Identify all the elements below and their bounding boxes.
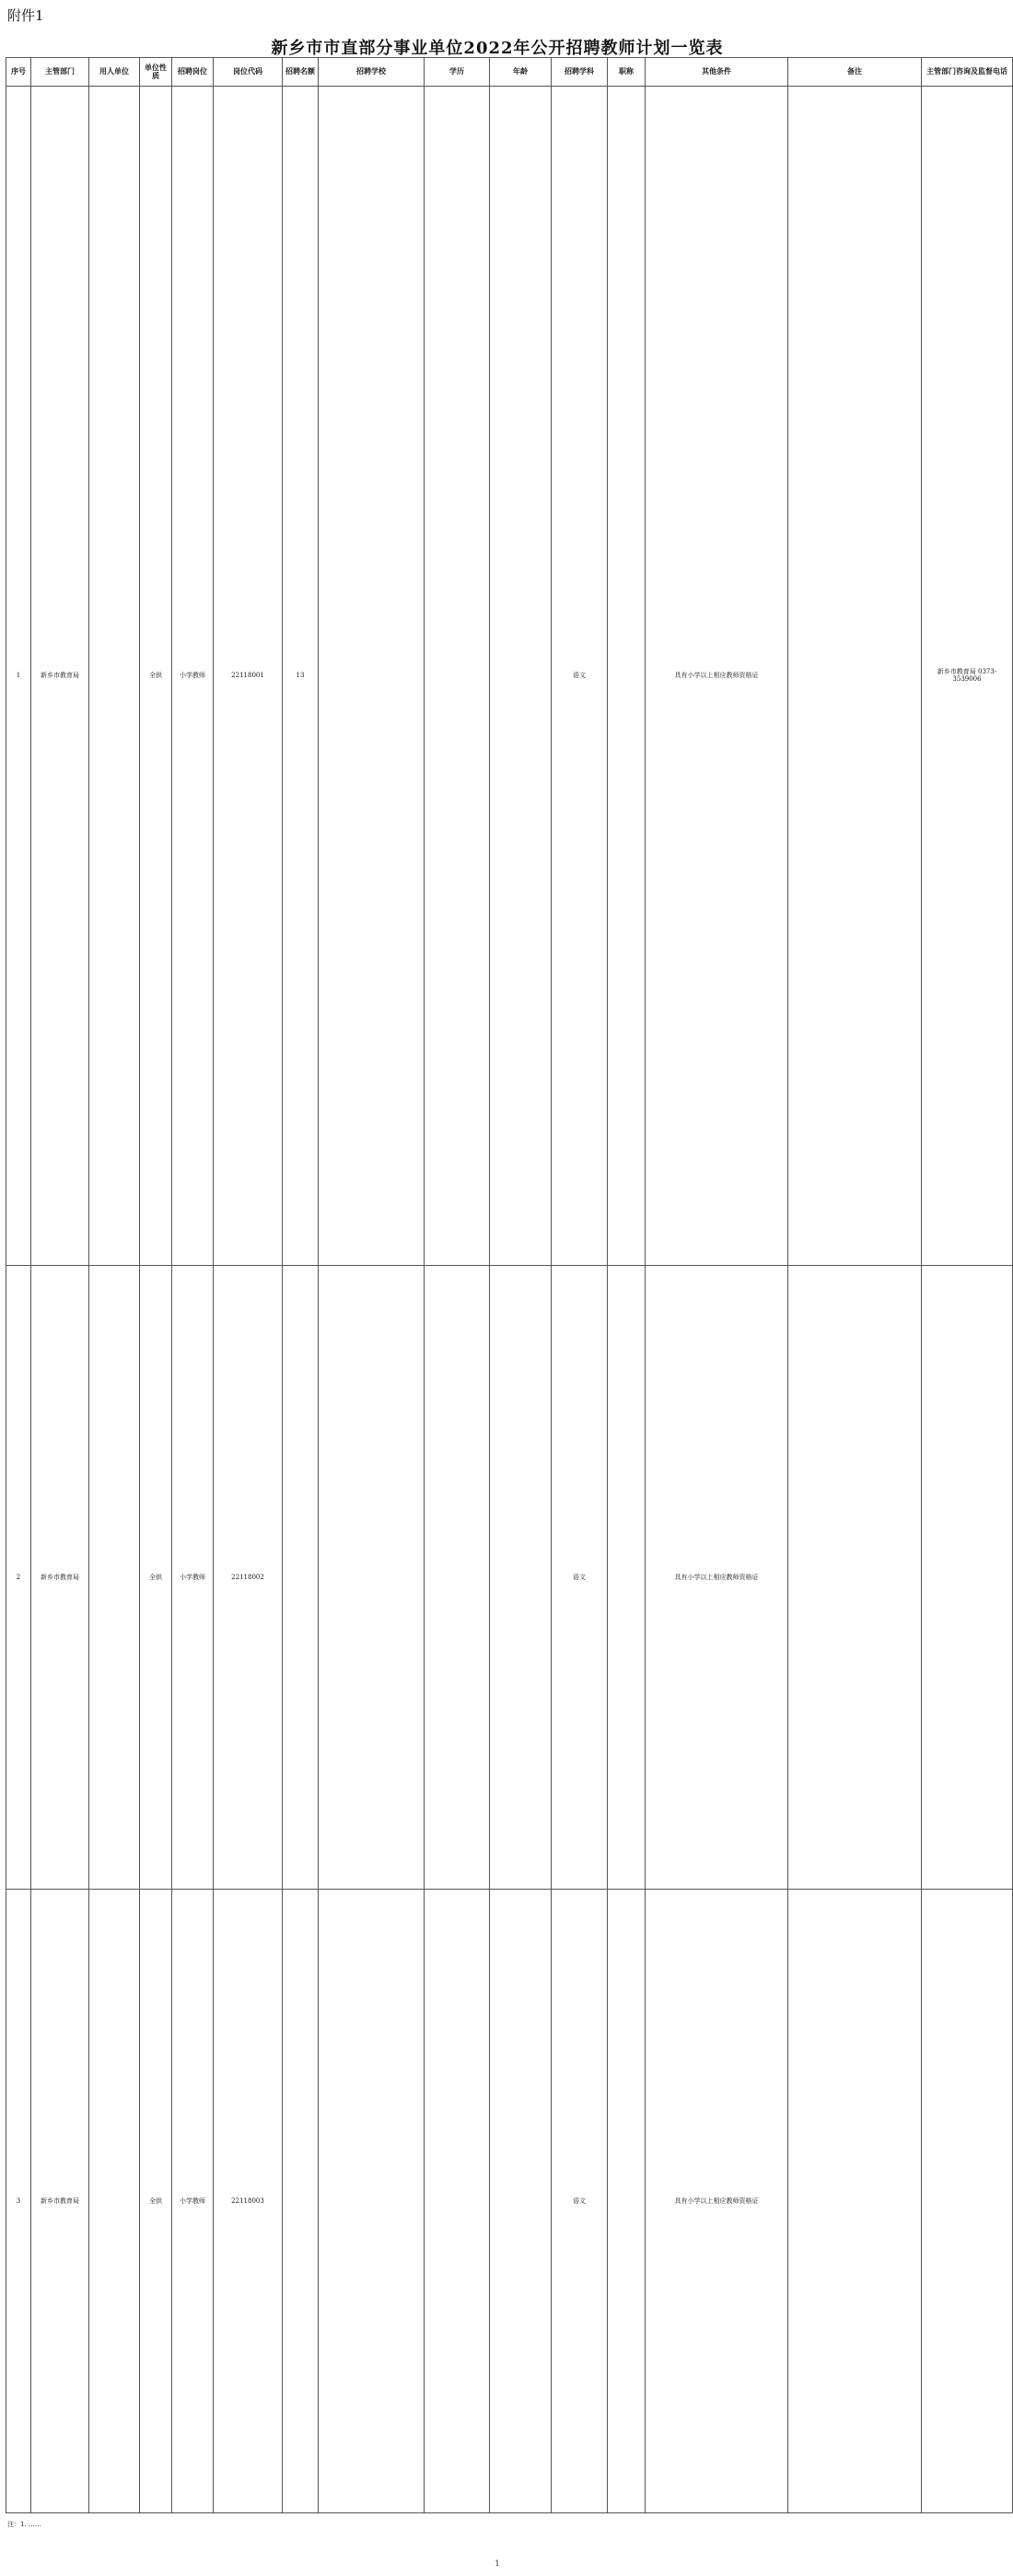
cell-remarks — [788, 1265, 922, 1889]
cell-employer — [89, 87, 140, 1266]
cell-conditions: 具有小学以上相应教师资格证 — [646, 87, 788, 1266]
cell-phone — [922, 1889, 1013, 2512]
cell-education — [425, 87, 490, 1266]
cell-title — [608, 1265, 646, 1889]
table-body — [6, 87, 1013, 2513]
col-header-nature: 单位性质 — [140, 58, 172, 87]
cell-age — [490, 1889, 552, 2512]
cell-code: 22118003 — [214, 1889, 283, 2512]
cell-title — [608, 87, 646, 1266]
cell-nature: 全供 — [140, 1889, 172, 2512]
col-header-age: 年龄 — [490, 58, 552, 87]
cell-position: 小学教师 — [172, 1889, 214, 2512]
cell-authority: 新乡市教育局 — [31, 1889, 89, 2512]
cell-authority: 新乡市教育局 — [31, 1265, 89, 1889]
col-header-phone: 主管部门咨询及监督电话 — [922, 58, 1013, 87]
cell-school — [319, 1265, 425, 1889]
cell-education — [425, 1889, 490, 2512]
cell-age — [490, 1265, 552, 1889]
cell-conditions: 具有小学以上相应教师资格证 — [646, 1889, 788, 2512]
cell-index: 3 — [6, 1889, 31, 2512]
cell-index: 1 — [6, 87, 31, 1266]
col-header-education: 学历 — [425, 58, 490, 87]
cell-employer — [89, 1265, 140, 1889]
cell-phone — [922, 1265, 1013, 1889]
cell-nature: 全供 — [140, 87, 172, 1266]
cell-authority: 新乡市教育局 — [31, 87, 89, 1266]
col-header-position: 招聘岗位 — [172, 58, 214, 87]
cell-index: 2 — [6, 1265, 31, 1889]
col-header-title: 职称 — [608, 58, 646, 87]
col-header-index: 序号 — [6, 58, 31, 87]
cell-position: 小学教师 — [172, 1265, 214, 1889]
cell-conditions: 具有小学以上相应教师资格证 — [646, 1265, 788, 1889]
cell-age — [490, 87, 552, 1266]
col-header-authority: 主管部门 — [31, 58, 89, 87]
cell-quota: 13 — [283, 87, 319, 1266]
col-header-subject: 招聘学科 — [552, 58, 608, 87]
cell-school — [319, 87, 425, 1266]
table-row — [6, 1889, 1013, 2512]
cell-title — [608, 1889, 646, 2512]
cell-education — [425, 1265, 490, 1889]
cell-code: 22118002 — [214, 1265, 283, 1889]
attachment-label: 附件1 — [7, 7, 44, 24]
col-header-quota: 招聘名额 — [283, 58, 319, 87]
table-row — [6, 1265, 1013, 1889]
col-header-conditions: 其他条件 — [646, 58, 788, 87]
cell-remarks — [788, 1889, 922, 2512]
cell-subject: 语文 — [552, 87, 608, 1266]
table-header-row — [6, 58, 1013, 87]
table-row — [6, 87, 1013, 1266]
page-title: 新乡市市直部分事业单位2022年公开招聘教师计划一览表 — [271, 39, 724, 58]
cell-code: 22118001 — [214, 87, 283, 1266]
cell-nature: 全供 — [140, 1265, 172, 1889]
col-header-remarks: 备注 — [788, 58, 922, 87]
col-header-employer: 用人单位 — [89, 58, 140, 87]
col-header-school: 招聘学校 — [319, 58, 425, 87]
cell-quota — [283, 1265, 319, 1889]
cell-remarks — [788, 87, 922, 1266]
cell-quota — [283, 1889, 319, 2512]
cell-subject: 语文 — [552, 1889, 608, 2512]
footnote: 注：1. …… — [7, 2521, 41, 2528]
cell-phone: 新乡市教育局 0373-3539006 — [922, 87, 1013, 1266]
col-header-code: 岗位代码 — [214, 58, 283, 87]
cell-employer — [89, 1889, 140, 2512]
cell-subject: 语文 — [552, 1265, 608, 1889]
cell-position: 小学教师 — [172, 87, 214, 1266]
page-number: 1 — [495, 2559, 500, 2568]
cell-school — [319, 1889, 425, 2512]
recruitment-table — [6, 57, 1013, 2513]
